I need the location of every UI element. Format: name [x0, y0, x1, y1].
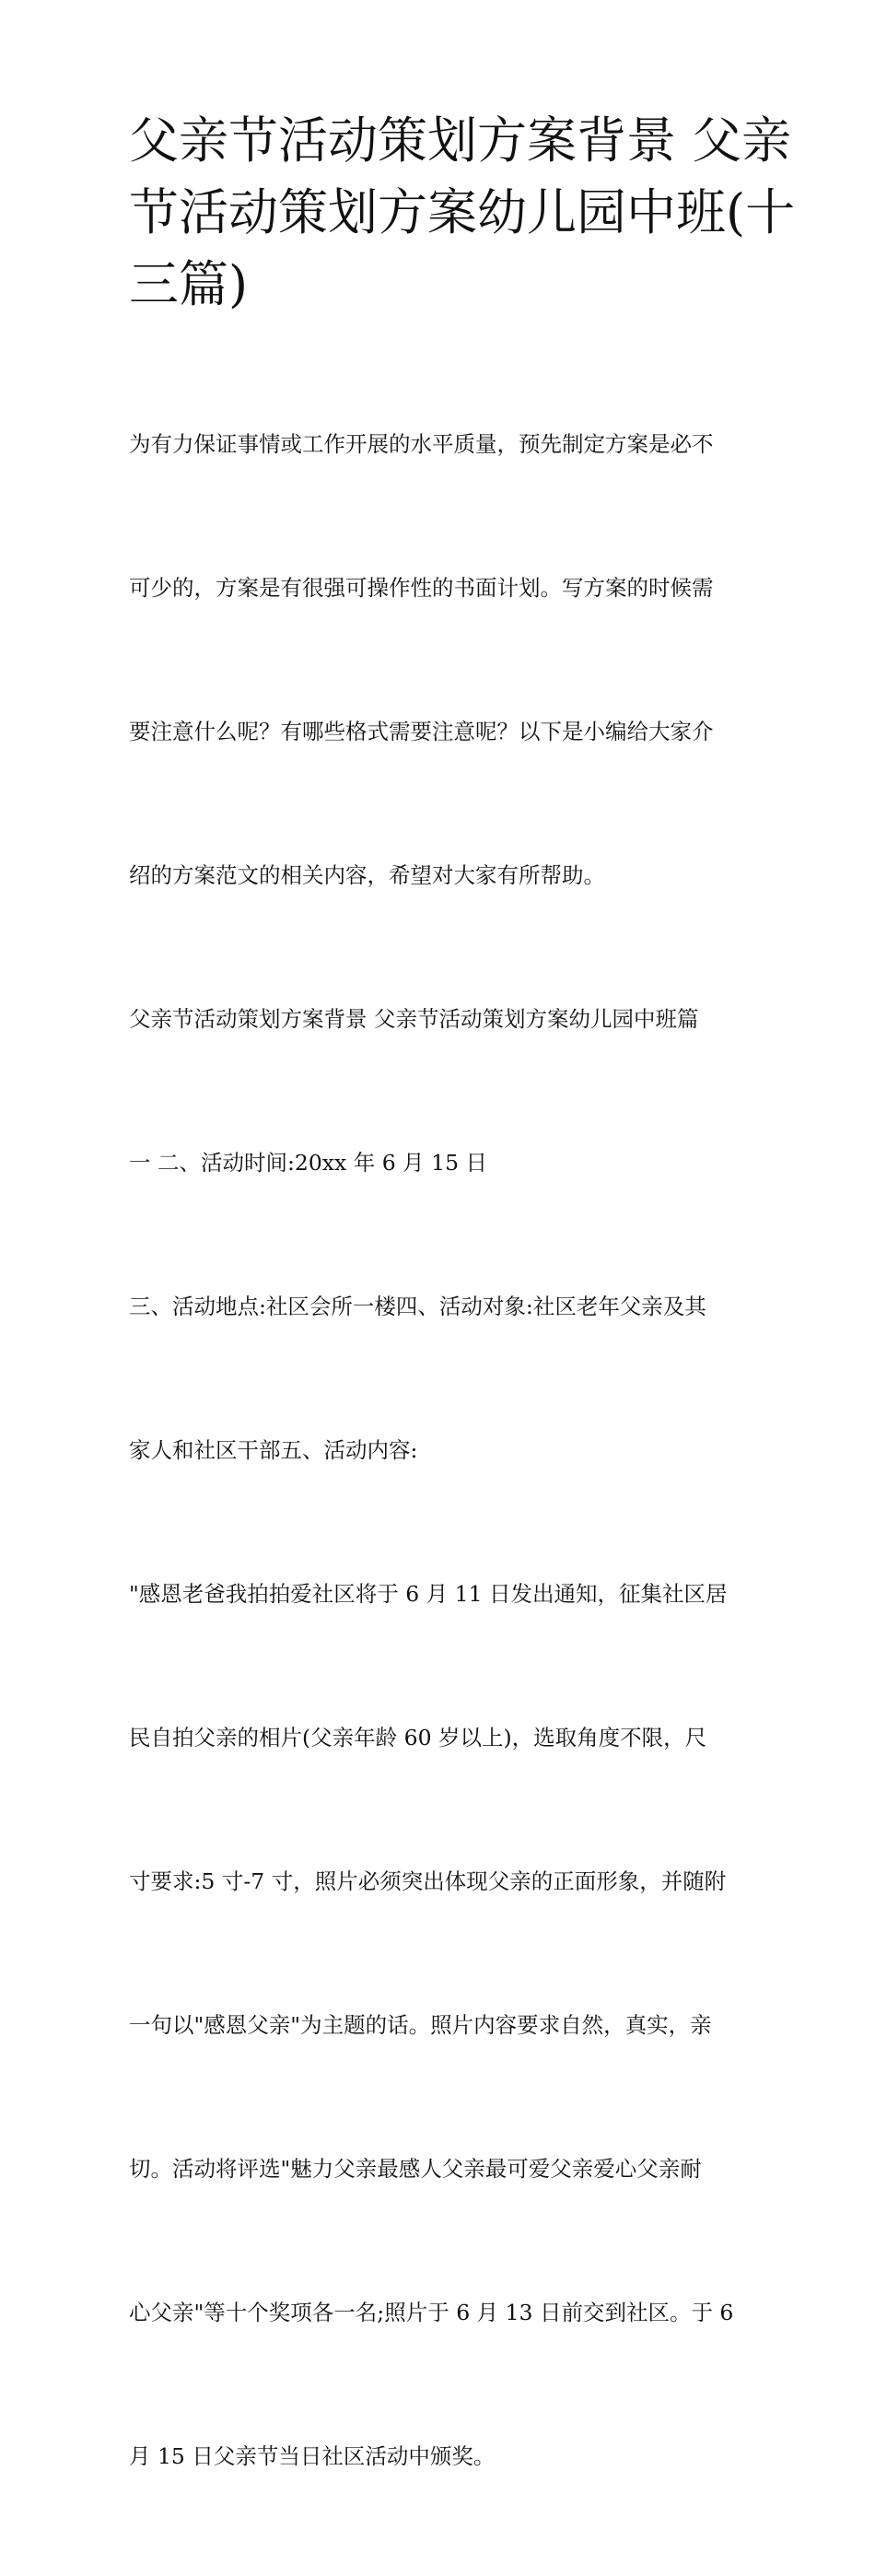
body-line: 民自拍父亲的相片(父亲年龄 60 岁以上)，选取角度不限，尺 — [129, 1725, 707, 1751]
title-line: 父亲节活动策划方案背景 父亲 — [129, 111, 792, 170]
body-line: 切。活动将评选"魅力父亲最感人父亲最可爱父亲爱心父亲耐 — [129, 2156, 702, 2182]
body-line: "感恩老爸我拍拍爱社区将于 6 月 11 日发出通知，征集社区居 — [129, 1581, 728, 1607]
title-line: 三篇) — [129, 255, 249, 313]
body-line: 寸要求:5 寸-7 寸，照片必须突出体现父亲的正面形象，并随附 — [129, 1868, 727, 1894]
body-line: 为有力保证事情或工作开展的水平质量，预先制定方案是必不 — [129, 431, 714, 457]
document-title — [129, 105, 796, 321]
body-line: 要注意什么呢？有哪些格式需要注意呢？以下是小编给大家介 — [129, 719, 714, 744]
body-line: 可少的，方案是有很强可操作性的书面计划。写方案的时候需 — [129, 575, 714, 601]
body-line: 父亲节活动策划方案背景 父亲节活动策划方案幼儿园中班篇 — [129, 1006, 699, 1032]
title-line: 节活动策划方案幼儿园中班(十 — [129, 183, 796, 241]
body-line: 三、活动地点:社区会所一楼四、活动对象:社区老年父亲及其 — [129, 1294, 706, 1319]
body-line: 一 二、活动时间:20xx 年 6 月 15 日 — [129, 1150, 488, 1176]
body-line: 心父亲"等十个奖项各一名;照片于 6 月 13 日前交到社区。于 6 — [129, 2300, 734, 2325]
body-line: 一句以"感恩父亲"为主题的话。照片内容要求自然，真实，亲 — [129, 2012, 712, 2038]
body-line: 月 15 日父亲节当日社区活动中颁奖。 — [129, 2443, 496, 2469]
body-line: 家人和社区干部五、活动内容: — [129, 1437, 418, 1463]
document-body — [129, 324, 755, 2576]
body-line: 绍的方案范文的相关内容，希望对大家有所帮助。 — [129, 862, 605, 888]
